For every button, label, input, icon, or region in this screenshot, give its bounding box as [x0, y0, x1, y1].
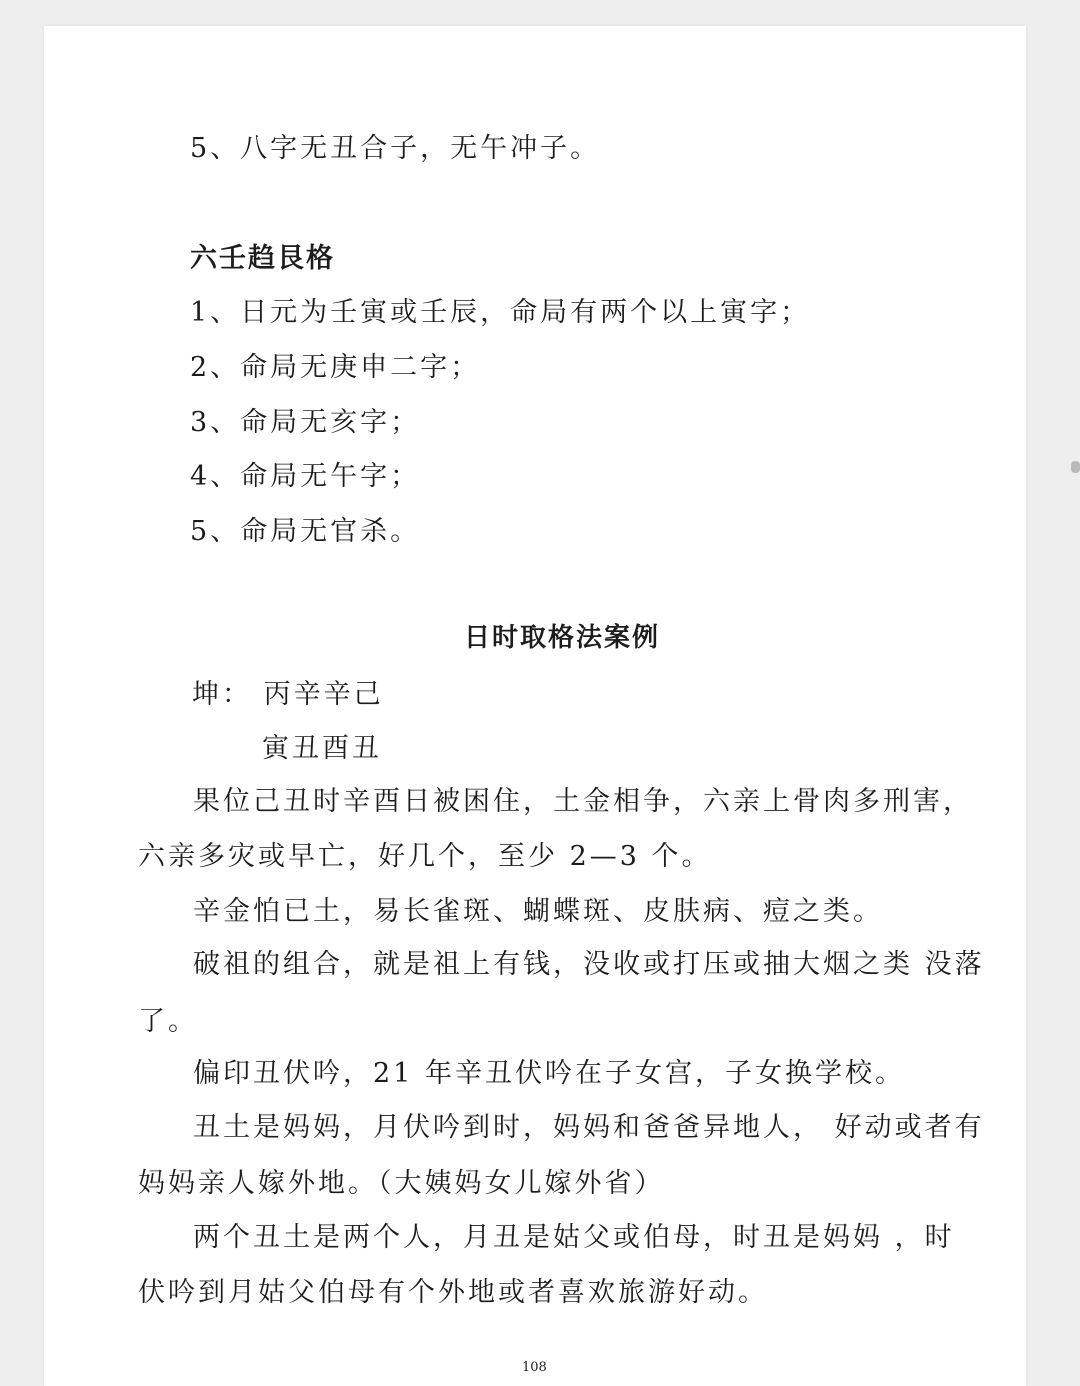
text-line: 坤： 丙辛辛己 — [192, 679, 384, 710]
text-line: 5、八字无丑合子，无午冲子。 — [190, 133, 601, 164]
text-line: 3、命局无亥字； — [190, 407, 421, 438]
text-line: 伏吟到月姑父伯母有个外地或者喜欢旅游好动。 — [138, 1277, 768, 1308]
text-line: 寅丑酉丑 — [262, 733, 382, 764]
text-line: 了。 — [138, 1006, 198, 1037]
text-line: 果位己丑时辛酉日被困住，土金相争，六亲上骨肉多刑害， — [193, 786, 973, 817]
text-line: 偏印丑伏吟，21 年辛丑伏吟在子女宫，子女换学校。 — [193, 1058, 905, 1089]
text-line: 1、日元为壬寅或壬辰，命局有两个以上寅字； — [190, 297, 811, 328]
text-line: 辛金怕已土，易长雀斑、蝴蝶斑、皮肤病、痘之类。 — [193, 896, 883, 927]
text-line: 4、命局无午字； — [190, 461, 421, 492]
document-page — [44, 26, 1026, 1386]
scrollbar-thumb[interactable] — [1071, 461, 1080, 473]
text-line: 破祖的组合，就是祖上有钱，没收或打压或抽大烟之类 没落 — [193, 949, 985, 980]
text-line: 2、命局无庚申二字； — [190, 352, 481, 383]
page-number: 108 — [522, 1360, 547, 1375]
text-line: 两个丑土是两个人，月丑是姑父或伯母，时丑是妈妈 ，时 — [193, 1222, 955, 1253]
text-line: 丑土是妈妈，月伏吟到时，妈妈和爸爸异地人， 好动或者有 — [193, 1112, 985, 1143]
section-title: 日时取格法案例 — [464, 623, 661, 653]
text-line: 六亲多灾或早亡，好几个，至少 2—3 个。 — [138, 841, 712, 872]
text-line: 妈妈亲人嫁外地。（大姨妈女儿嫁外省） — [138, 1168, 665, 1199]
section-heading: 六壬趋艮格 — [190, 243, 335, 274]
text-line: 5、命局无官杀。 — [190, 516, 421, 547]
